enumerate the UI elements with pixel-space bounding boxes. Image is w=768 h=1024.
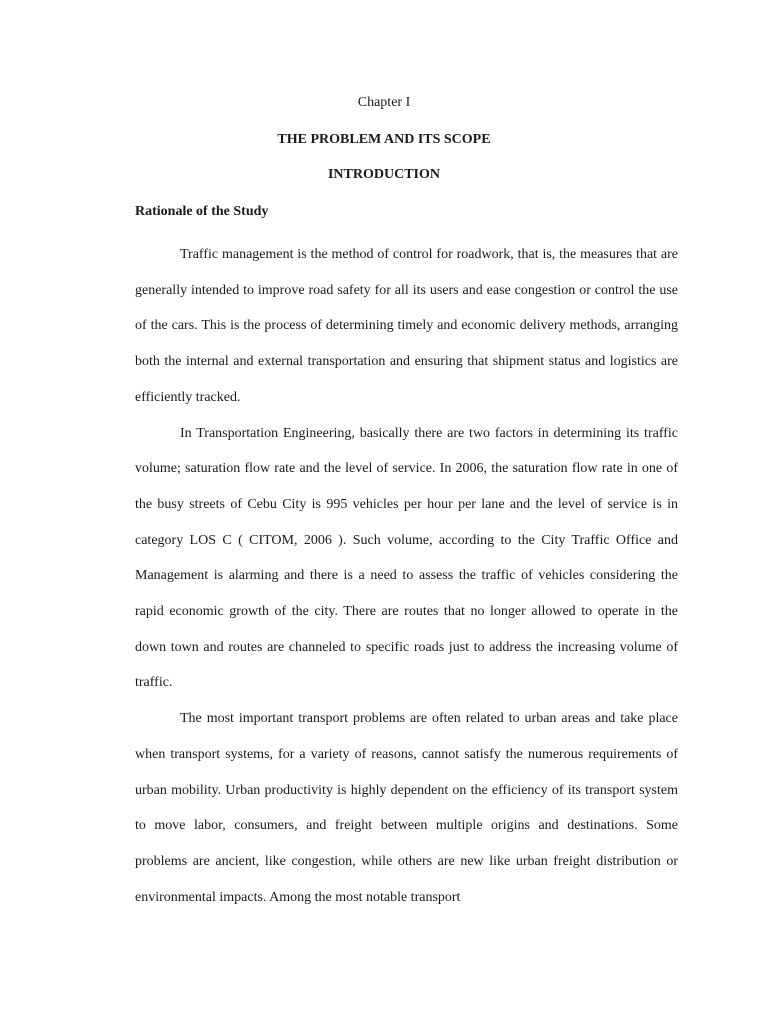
paragraph: Traffic management is the method of control for roadwork, that is, the measures that are generally intended to improve road safety for all its users and ease congestion or control the use of the cars. This is the process of determining timely and economic delivery methods, arranging both the internal and external transportation and ensuring that shipment status and logistics are efficiently tracked. — [135, 247, 678, 405]
paragraph: In Transportation Engineering, basically there are two factors in determining its traffic volume; saturation flow rate and the level of service. In 2006, the saturation flow rate in one of the busy streets of Cebu City is 995 vehicles per hour per lane and the level of service is in category LOS C ( CITOM, 2006 ). Such volume, according to the City Traffic Office and Management is alarming and there is a need to assess the traffic of vehicles considering the rapid economic growth of the city. There are routes that no longer allowed to operate in the down town and routes are channeled to specific roads just to address the increasing volume of traffic. — [135, 425, 678, 691]
body-text — [135, 237, 678, 915]
paragraph: The most important transport problems are often related to urban areas and take place when transport systems, for a variety of reasons, cannot satisfy the numerous requirements of urban mobility. Urban productivity is highly dependent on the efficiency of its transport system to move labor, consumers, and freight between multiple origins and destinations. Some problems are ancient, like congestion, while others are new like urban freight distribution or environmental impacts. Among the most notable transport — [135, 711, 678, 905]
chapter-label: Chapter I — [357, 95, 411, 110]
section-heading: Rationale of the Study — [135, 204, 269, 219]
introduction-heading: INTRODUCTION — [327, 167, 440, 182]
chapter-title: THE PROBLEM AND ITS SCOPE — [277, 132, 491, 147]
